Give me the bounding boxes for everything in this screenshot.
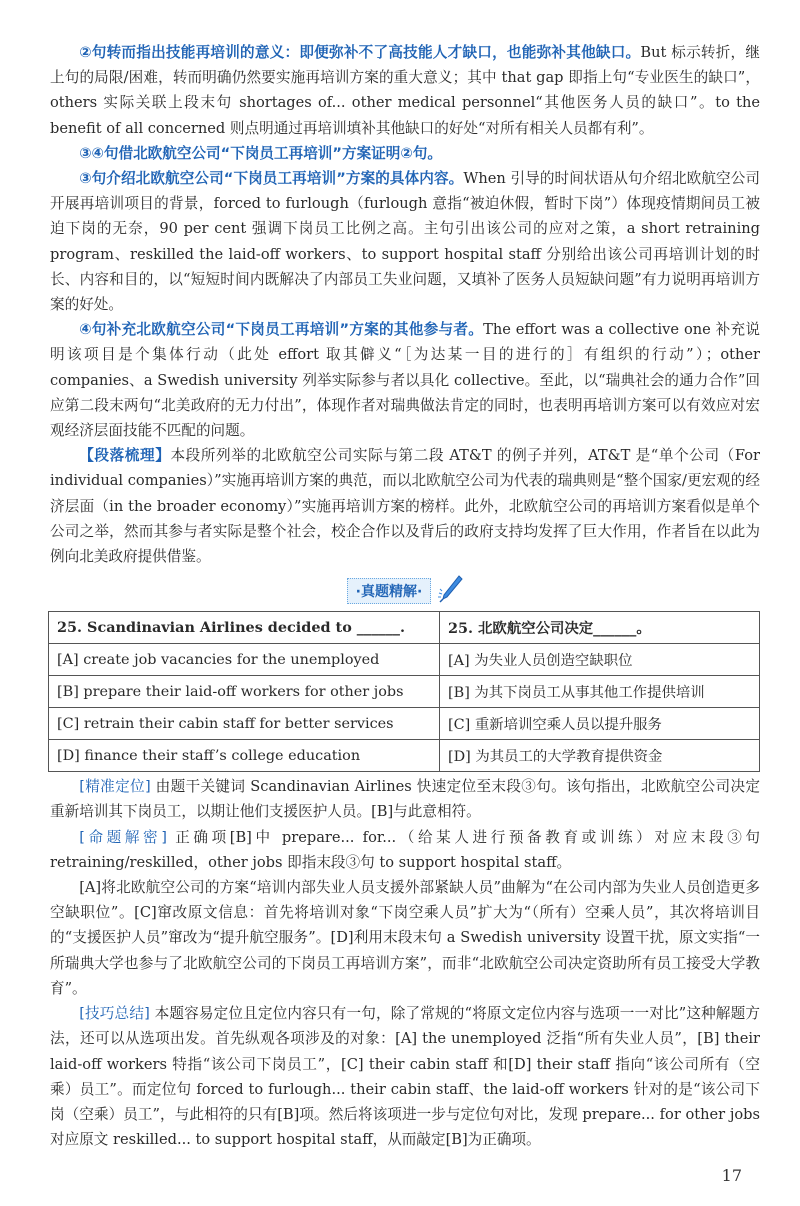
paragraph-body: 本段所列举的北欧航空公司实际与第二段 AT&T 的例子并列，AT&T 是“单个公司（For individual companies）”实施再培训方案的典范，而以北欧航空公司为代表的瑞典则是“整个国家/更宏观的经济层面（in the broader economy）”实施再培训方案的榜样。此外，北欧航空公司的再培训方案看似是单个公司之举，然而其参与者实际是整个社会，校企合作以及背后的政府支持均发挥了巨大作用，作者旨在以此为例向北美政府提供借鉴。 [50,447,760,566]
analysis-body: 本题容易定位且定位内容只有一句，除了常规的“将原文定位内容与选项一一对比”这种解题方法，还可以从选项出发。首先纵观各项涉及的对象：[A] the unemployed 泛指“所有失业人员”，[B] their laid-off workers 特指“该公司下岗员工”，[C] their cabin staff 和[D] their staff 指向“该公司所有（空乘）员工”。而定位句 forced to furlough... their cabin staff、the laid-off workers 针对的是“该公司下岗（空乘）员工”，与此相符的只有[B]项。然后将该项进一步与定位句对比，发现 prepare... for other jobs 对应原文 reskilled... to support hospital staff，从而敲定[B]为正确项。 [50,1005,760,1149]
question-stem-en: 25. Scandinavian Airlines decided to ______. [49,612,440,644]
paragraph-body: When 引导的时间状语从句介绍北欧航空公司开展再培训项目的背景，forced to furlough（furlough 意指“被迫休假，暂时下岗”）体现疫情期间员工被迫下岗的无奈，90 per cent 强调下岗员工比例之高。主句引出该公司的应对之策，a short retraining program、reskilled the laid-off workers、to support hospital staff 分别给出该公司再培训计划的时长、内容和目的，以“短短时间内既解决了内部员工失业问题，又填补了医务人员短缺问题”有力说明再培训方案的好处。 [50,170,760,314]
analysis-paragraph [50,774,760,824]
analysis-section [50,774,760,1152]
analysis-body: [A]将北欧航空公司的方案“培训内部失业人员支援外部紧缺人员”曲解为“在公司内部为失业人员创造更多空缺职位”。[C]窜改原文信息：首先将培训对象“下岗空乘人员”扩大为“（所有）空乘人员”，其次将培训目的“支援医护人员”窜改为“提升航空服务”。[D]利用末段末句 a Swedish university 设置干扰，原文实指“一所瑞典大学也参与了北欧航空公司的下岗员工再培训方案”，而非“北欧航空公司决定资助所有员工接受大学教育”。 [50,879,760,997]
analysis-body: 由题干关键词 Scandinavian Airlines 快速定位至末段③句。该句指出，北欧航空公司决定重新培训其下岗员工，以期让他们支援医护人员。[B]与此意相符。 [50,778,760,821]
analysis-paragraph [50,1001,760,1152]
option-en: [C] retrain their cabin staff for better services [49,708,440,740]
paragraph-lead: ③④句借北欧航空公司“下岗员工再培训”方案证明②句。 [79,144,442,162]
pen-icon [437,575,463,607]
section-header [50,577,760,605]
table-row [49,676,760,708]
analysis-paragraph [50,825,760,875]
table-row [49,644,760,676]
explanation-section [50,40,760,569]
option-zh: [C] 重新培训空乘人员以提升服务 [440,708,760,740]
section-badge: ·真题精解· [347,578,432,604]
paragraph [50,317,760,443]
table-row [49,708,760,740]
question-table [48,611,760,772]
paragraph-lead: ③句介绍北欧航空公司“下岗员工再培训”方案的具体内容。 [79,170,464,188]
page-number: 17 [721,1166,742,1186]
paragraph-summary [50,443,760,569]
paragraph-lead: 【段落梳理】 [79,447,171,465]
analysis-tag: [精准定位] [79,778,151,796]
option-zh: [A] 为失业人员创造空缺职位 [440,644,760,676]
question-stem-zh: 25. 北欧航空公司决定______。 [440,612,760,644]
option-en: [B] prepare their laid-off workers for other jobs [49,676,440,708]
analysis-paragraph [50,875,760,1001]
paragraph-body: But 标示转折，继上句的局限/困难，转而明确仍然要实施再培训方案的重大意义；其中 that gap 即指上句“专业医生的缺口”，others 实际关联上段末句 shortages of... other medical personnel“其他医务人员的缺口”。to the benefit of all concerned 则点明通过再培训填补其他缺口的好处“对所有相关人员都有利”。 [50,44,760,137]
paragraph-lead: ④句补充北欧航空公司“下岗员工再培训”方案的其他参与者。 [79,321,484,339]
page-content [50,0,760,1206]
option-zh: [B] 为其下岗员工从事其他工作提供培训 [440,676,760,708]
paragraph [50,40,760,141]
paragraph-body: The effort was a collective one 补充说明该项目是个集体行动（此处 effort 取其僻义“［为达某一目的进行的］有组织的行动”）；other companies、a Swedish university 列举实际参与者以具化 collective。至此，以“瑞典社会的通力合作”回应第二段末两句“北美政府的无力付出”，体现作者对瑞典做法肯定的同时，也表明再培训方案可以有效应对宏观经济层面技能不匹配的问题。 [50,321,760,440]
paragraph-lead: ②句转而指出技能再培训的意义：即便弥补不了高技能人才缺口，也能弥补其他缺口。 [79,44,641,61]
paragraph [50,166,760,317]
table-row [49,612,760,644]
analysis-body: 正确项[B]中 prepare... for...（给某人进行预备教育或训练）对应末段③句 retraining/reskilled，other jobs 即指末段③句 to support hospital staff。 [50,828,760,871]
analysis-tag: [技巧总结] [79,1005,150,1023]
option-en: [D] finance their staff’s college education [49,740,440,772]
paragraph [50,141,760,166]
analysis-tag: [命题解密] [79,828,167,846]
option-zh: [D] 为其员工的大学教育提供资金 [440,740,760,772]
option-en: [A] create job vacancies for the unemployed [49,644,440,676]
table-row [49,740,760,772]
